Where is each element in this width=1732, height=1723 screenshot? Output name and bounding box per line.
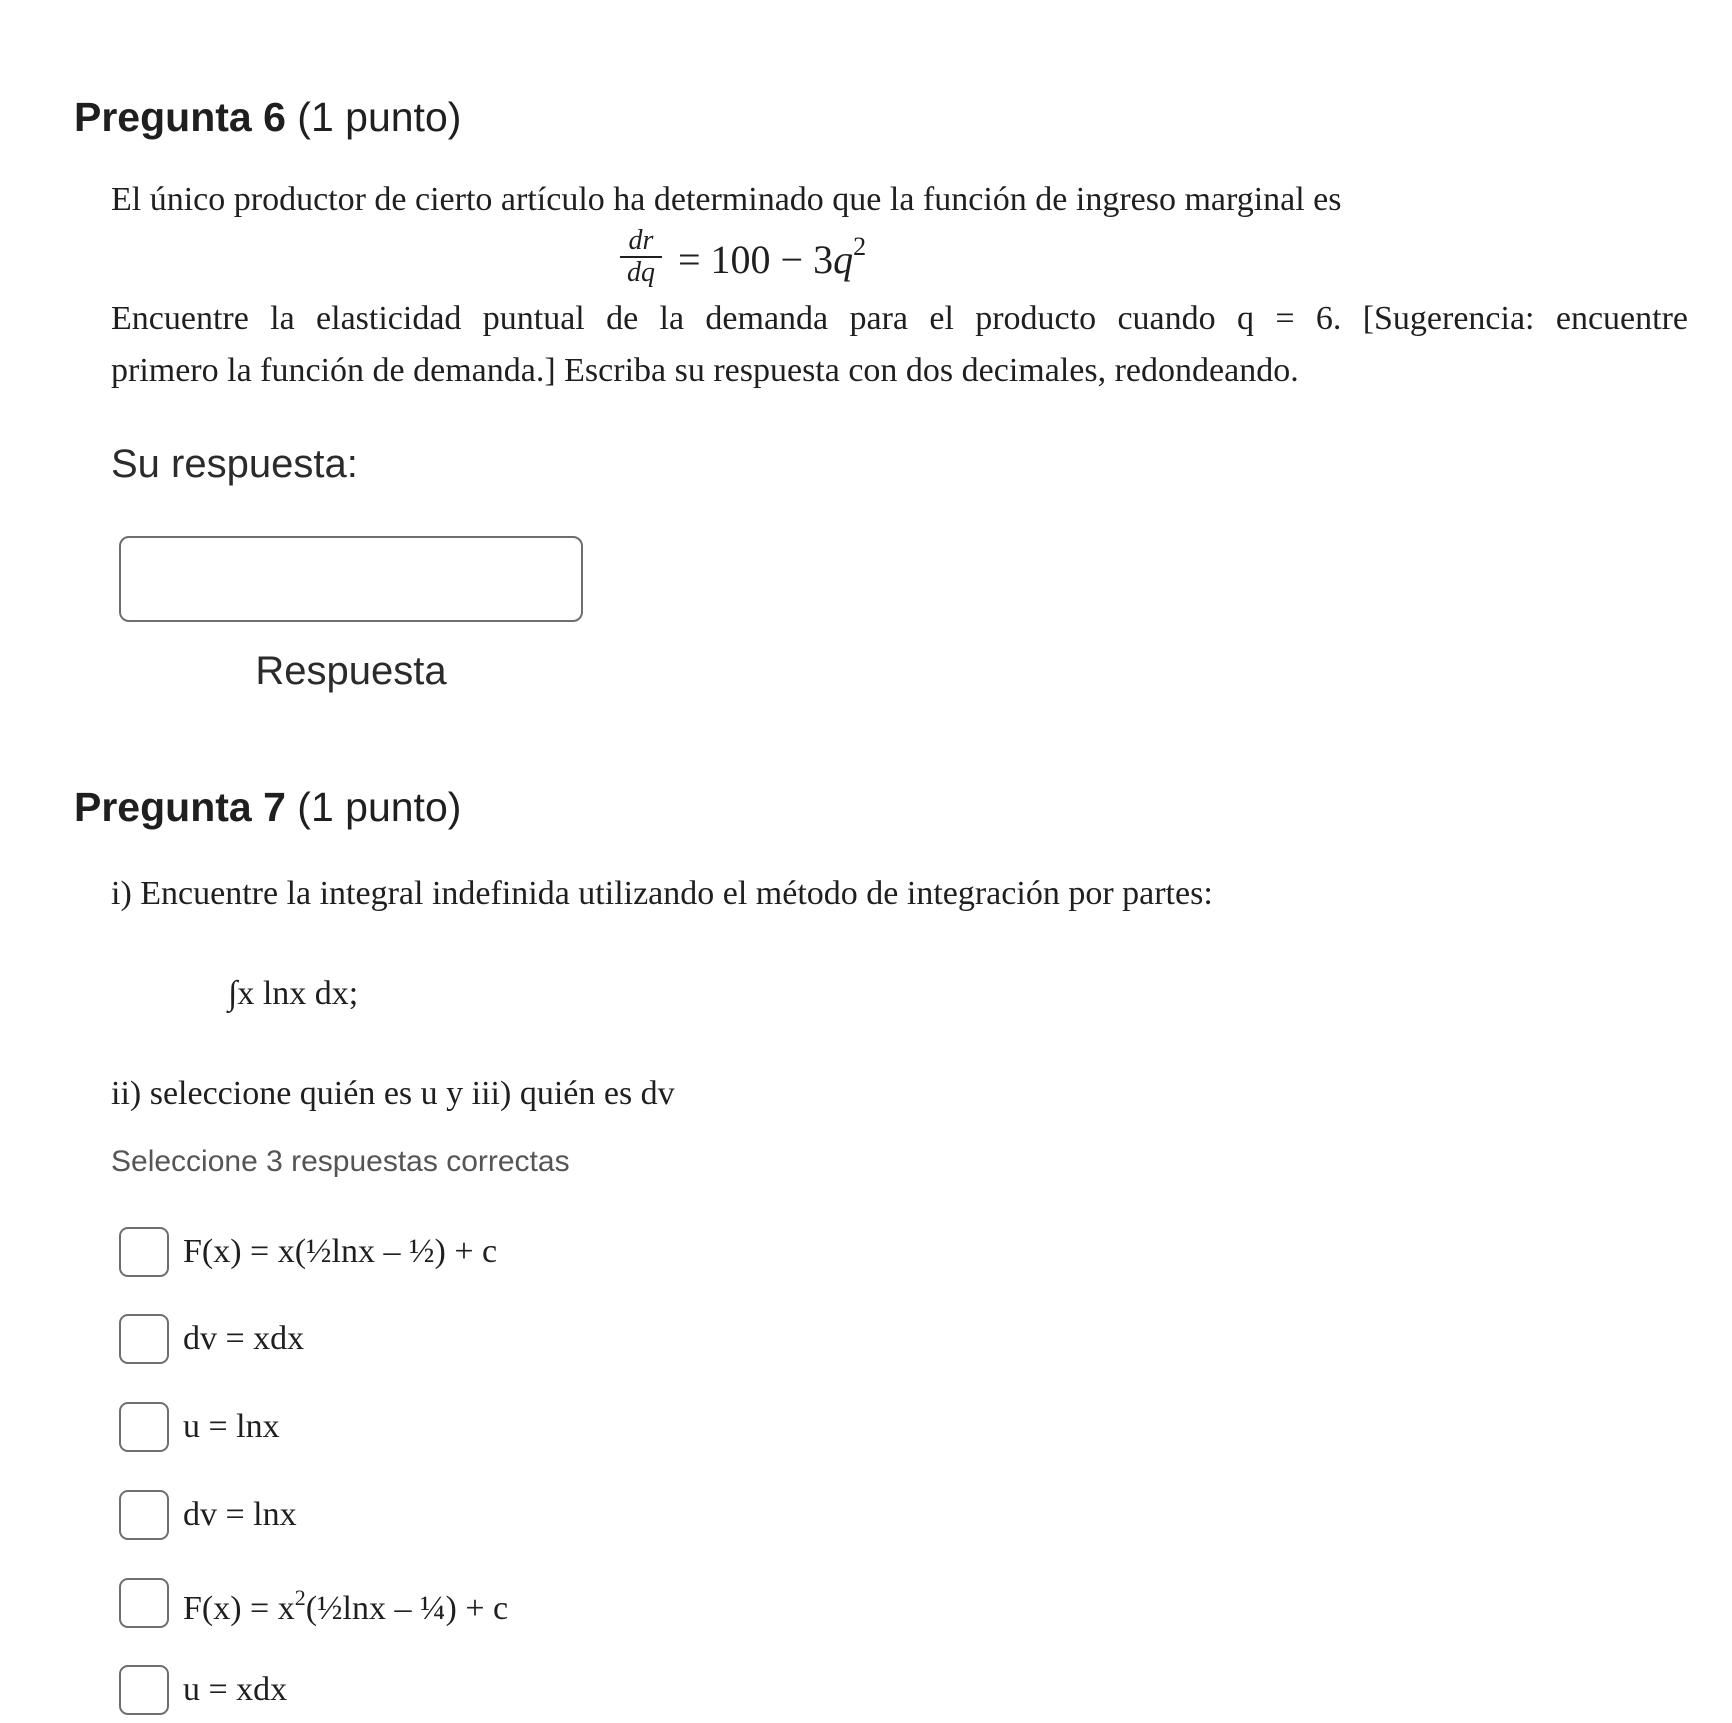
option-5-checkbox[interactable] [119, 1578, 169, 1628]
question-7-points: (1 punto) [297, 784, 462, 830]
selection-hint: Seleccione 3 respuestas correctas [111, 1145, 570, 1178]
option-3[interactable] [119, 1401, 280, 1453]
question-6-title [74, 92, 461, 142]
question-6-number: Pregunta 6 [74, 94, 286, 140]
option-5-suffix: (½lnx – ¼) + c [305, 1589, 509, 1627]
option-2[interactable] [119, 1313, 304, 1365]
option-3-checkbox[interactable] [119, 1402, 169, 1452]
question-6-body-line2: primero la función de demanda.] Escriba su respuesta con dos decimales, redondeando. [111, 352, 1299, 389]
option-2-checkbox[interactable] [119, 1314, 169, 1364]
option-1-label: F(x) = x(½lnx – ½) + c [183, 1233, 498, 1270]
question-6-intro: El único productor de cierto artículo ha determinado que la función de ingreso marginal es [111, 181, 1342, 218]
integral-expression: ∫x lnx dx; [228, 975, 359, 1012]
option-4-label: dv = lnx [183, 1496, 297, 1533]
fraction-denominator: dq [627, 257, 655, 288]
answer-caption: Respuesta [255, 649, 447, 693]
question-7-part-ii: ii) seleccione quién es u y iii) quién es dv [111, 1075, 675, 1112]
equation-rhs-exponent: 2 [853, 231, 867, 261]
option-6-checkbox[interactable] [119, 1665, 169, 1715]
question-7-title [74, 782, 461, 832]
option-5-label [183, 1576, 508, 1631]
option-4[interactable] [119, 1489, 297, 1541]
derivative-fraction [620, 226, 662, 288]
question-6-points: (1 punto) [297, 94, 462, 140]
option-1[interactable] [119, 1226, 497, 1278]
marginal-revenue-equation [620, 222, 866, 292]
option-6[interactable] [119, 1664, 287, 1716]
question-6-body-line1: Encuentre la elasticidad puntual de la demanda para el producto cuando q = 6. [Sugerencia: encuentre [111, 300, 1688, 337]
equation-rhs [678, 232, 866, 283]
fraction-numerator: dr [628, 225, 654, 256]
option-5-exponent: 2 [294, 1584, 306, 1610]
equation-rhs-var: q [833, 236, 854, 282]
option-3-label: u = lnx [183, 1408, 280, 1445]
answer-input[interactable] [119, 536, 583, 622]
option-2-label: dv = xdx [183, 1320, 305, 1357]
answer-label: Su respuesta: [111, 442, 358, 486]
option-5-prefix: F(x) = x [183, 1589, 295, 1627]
option-5[interactable] [119, 1577, 508, 1629]
equation-rhs-prefix: = 100 − 3 [678, 236, 834, 282]
question-7-number: Pregunta 7 [74, 784, 286, 830]
option-4-checkbox[interactable] [119, 1490, 169, 1540]
option-6-label: u = xdx [183, 1671, 288, 1708]
question-7-part-i: i) Encuentre la integral indefinida utilizando el método de integración por partes: [111, 875, 1213, 912]
option-1-checkbox[interactable] [119, 1227, 169, 1277]
